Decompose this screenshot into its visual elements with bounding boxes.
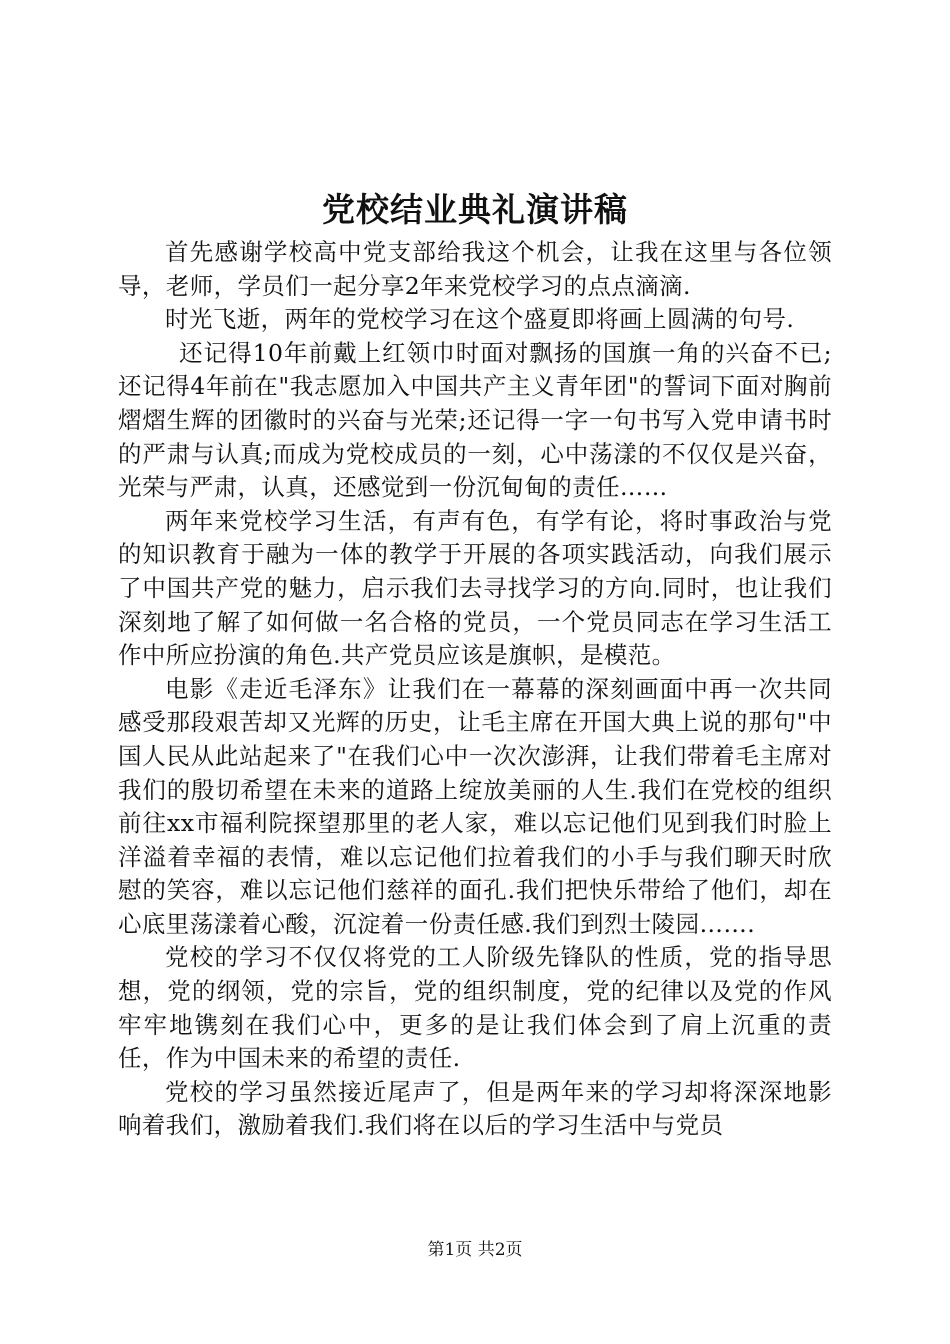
document-title: 党校结业典礼演讲稿 bbox=[322, 190, 628, 229]
paragraph-6: 党校的学习不仅仅将党的工人阶级先锋队的性质，党的指导思想，党的纲领，党的宗旨，党的组织制度，党的纪律以及党的作风牢牢地镌刻在我们心中，更多的是让我们体会到了肩上沉重的责任，作为中国未来的希望的责任. bbox=[118, 943, 832, 1073]
paragraph-5: 电影《走近毛泽东》让我们在一幕幕的深刻画面中再一次共同感受那段艰苦却又光辉的历史，让毛主席在开国大典上说的那句"中国人民从此站起来了"在我们心中一次次澎湃，让我们带着毛主席对我们的殷切希望在未来的道路上绽放美丽的人生.我们在党校的组织前往xx市福利院探望那里的老人家，难以忘记他们见到我们时脸上洋溢着幸福的表情，难以忘记他们拉着我们的小手与我们聊天时欣慰的笑容，难以忘记他们慈祥的面孔.我们把快乐带给了他们，却在心底里荡漾着心酸，沉淀着一份责任感.我们到烈士陵园……. bbox=[118, 674, 832, 938]
paragraph-3: 还记得10年前戴上红领巾时面对飘扬的国旗一角的兴奋不已;还记得4年前在"我志愿加入中国共产主义青年团"的誓词下面对胸前熠熠生辉的团徽时的兴奋与光荣;还记得一字一句书写入党申请书时的严肃与认真;而成为党校成员的一刻，心中荡漾的不仅仅是兴奋，光荣与严肃，认真，还感觉到一份沉甸甸的责任…… bbox=[118, 338, 832, 502]
paragraph-7: 党校的学习虽然接近尾声了，但是两年来的学习却将深深地影响着我们，激励着我们.我们将在以后的学习生活中与党员 bbox=[118, 1077, 832, 1140]
paragraph-4: 两年来党校学习生活，有声有色，有学有论，将时事政治与党的知识教育于融为一体的教学于开展的各项实践活动，向我们展示了中国共产党的魅力，启示我们去寻找学习的方向.同时，也让我们深刻地了解了如何做一名合格的党员，一个党员同志在学习生活工作中所应扮演的角色.共产党员应该是旗帜，是模范。 bbox=[118, 506, 832, 670]
paragraph-1: 首先感谢学校高中党支部给我这个机会，让我在这里与各位领导，老师，学员们一起分享2年来党校学习的点点滴滴. bbox=[118, 238, 832, 300]
page-number-footer: 第1页 共2页 bbox=[427, 1240, 523, 1260]
document-body bbox=[118, 236, 832, 1143]
paragraph-2: 时光飞逝，两年的党校学习在这个盛夏即将画上圆满的句号. bbox=[165, 305, 795, 334]
